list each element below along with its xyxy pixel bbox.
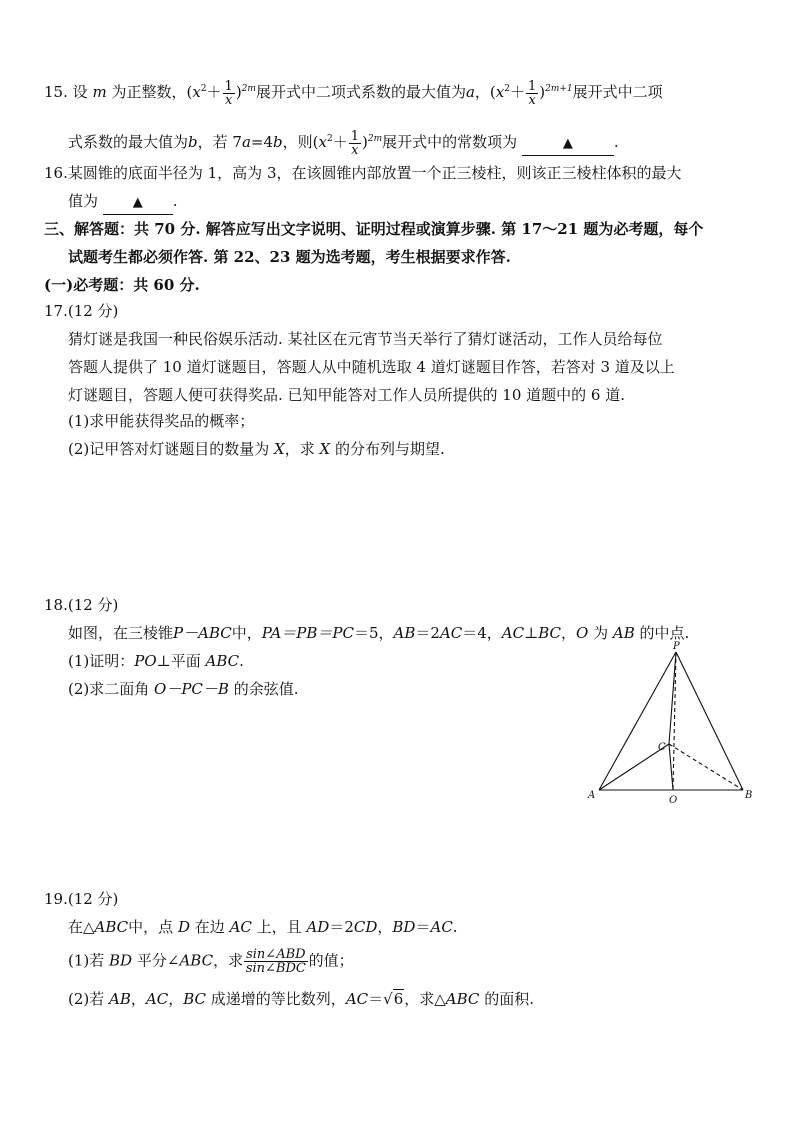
edge-pb <box>676 652 743 790</box>
q19-para <box>68 916 458 938</box>
q17-header <box>44 300 118 322</box>
math: O <box>576 624 589 642</box>
q18-text: ＝5， <box>353 624 394 642</box>
q19-text: 在边 <box>194 918 225 936</box>
q18-text: 的中点. <box>639 624 690 642</box>
q19-sub-2 <box>68 988 534 1010</box>
subsection-heading <box>44 274 200 296</box>
period: . <box>613 133 619 151</box>
q17-number: 17.(12 分) <box>44 302 119 320</box>
fraction-denominator: x <box>351 142 359 158</box>
exponent: 2m <box>367 134 383 144</box>
q19-sub-question: ， <box>130 990 146 1008</box>
q19-sub-question: 平分∠ <box>136 951 180 970</box>
period: . <box>172 192 178 210</box>
q15-text: 展开式中的常数项为 <box>382 133 518 151</box>
var-a: a <box>241 133 251 151</box>
q19-sub-question: 的值； <box>308 951 354 970</box>
q17-para-line-3 <box>68 384 625 406</box>
q18-number: 18.(12 分) <box>44 596 119 614</box>
q17-sub-question: (1)求甲能获得奖品的概率； <box>68 412 255 430</box>
q18-sub-question: (1)证明： <box>68 652 135 670</box>
math: AC <box>439 624 463 642</box>
math: AC <box>229 918 252 936</box>
q19-sub-question: 成递增的等比数列， <box>210 990 346 1008</box>
label-p: P <box>673 641 680 652</box>
math: D <box>177 918 190 936</box>
var-x: X <box>274 440 285 458</box>
var-m: m <box>92 83 107 101</box>
q19-header <box>44 888 118 910</box>
q17-sub-2 <box>68 438 445 460</box>
q19-sub-question: (2)若 <box>68 990 105 1008</box>
square-root: √6 <box>383 990 404 1008</box>
q18-sub-question: (2)求二面角 <box>68 680 150 698</box>
q18-sub-2 <box>68 678 298 700</box>
q18-text: ＝4， <box>462 624 502 642</box>
paren: ) <box>539 83 546 101</box>
var-b: b <box>188 133 198 151</box>
q19-sub-question: ＝ <box>368 990 384 1008</box>
fraction-denominator: x <box>225 92 233 108</box>
radicand: 6 <box>393 990 404 1008</box>
q18-text: 中， <box>231 624 262 642</box>
q15-line-2 <box>68 128 619 157</box>
fraction-1-over-x <box>526 80 538 107</box>
math: AB <box>393 624 416 642</box>
q15-text: 展开式中二项 <box>572 83 663 101</box>
exponent: 2m <box>241 84 256 94</box>
label-o: O <box>669 795 678 806</box>
q16-answer-blank[interactable] <box>103 190 173 215</box>
q17-text: 灯谜题目，答题人便可获得奖品. 已知甲能答对工作人员所提供的 10 道题中的 6 道. <box>68 386 626 404</box>
math: ABC <box>94 918 129 936</box>
triangle-icon: ▲ <box>562 136 573 151</box>
var-x: x <box>495 83 505 101</box>
math: AD <box>306 918 330 936</box>
q19-text: ＝ <box>415 918 431 936</box>
q16-text: 值为 <box>68 192 99 210</box>
q15-text: ，若 7 <box>197 133 242 151</box>
q19-text: ， <box>377 918 393 936</box>
math: O－PC－B <box>154 680 229 698</box>
q18-sub-question: ⊥平面 <box>156 652 201 670</box>
section-heading: 试题考生都必须作答. 第 22、23 题为选考题，考生根据要求作答. <box>68 248 511 266</box>
q19-sub-question: ， <box>168 990 184 1008</box>
q19-sub-question: 的面积. <box>484 990 534 1008</box>
q15-text: 展开式中二项式系数的最大值为 <box>255 83 466 101</box>
q18-sub-question: . <box>239 652 244 670</box>
q16-line-1 <box>44 162 682 184</box>
q15-text: ，则( <box>282 133 319 151</box>
q19-text: 中，点 <box>128 918 174 936</box>
fraction-numerator: 1 <box>527 78 537 94</box>
q19-number: 19.(12 分) <box>44 890 119 908</box>
edge-co <box>669 744 673 790</box>
math: AB <box>109 990 131 1008</box>
edge-pc <box>669 652 676 744</box>
plus-sign: ＋ <box>206 83 222 101</box>
plus-sign: ＋ <box>509 83 525 101</box>
section-heading-line-2 <box>68 246 511 268</box>
var-b: b <box>273 133 283 151</box>
plus-sign: ＋ <box>332 133 348 151</box>
exponent: 2 <box>504 84 510 94</box>
math: BC <box>183 990 207 1008</box>
sine-ratio-fraction <box>244 948 307 975</box>
q19-sub-question: ，求 <box>213 951 244 970</box>
math: AC⊥BC <box>501 624 561 642</box>
exponent: 2 <box>326 134 333 144</box>
math: BD <box>392 918 416 936</box>
fraction-1-over-x <box>223 80 235 107</box>
fraction-numerator: 1 <box>224 78 233 94</box>
math: P－ABC <box>173 624 232 642</box>
q15-text: ，( <box>474 83 496 101</box>
q15-text: 式系数的最大值为 <box>68 133 189 151</box>
math: ABC <box>205 652 240 670</box>
math: AC <box>345 990 369 1008</box>
q19-text: 上，且 <box>256 918 302 936</box>
q17-para-line-1 <box>68 328 663 350</box>
exponent: 2m+1 <box>545 84 573 94</box>
fraction-denominator: x <box>528 92 536 108</box>
q18-sub-1 <box>68 650 244 672</box>
q18-sub-question: 的余弦值. <box>233 680 299 698</box>
fraction-numerator: 1 <box>350 128 359 144</box>
q19-sub-question: ，求△ <box>404 990 446 1008</box>
q18-header <box>44 594 118 616</box>
triangle-icon: ▲ <box>132 195 143 210</box>
label-b: B <box>745 790 753 801</box>
math: BD <box>109 951 133 970</box>
math: CD <box>353 918 378 936</box>
q15-line-1 <box>44 78 663 107</box>
q18-text: ＝2 <box>415 624 440 642</box>
tetrahedron-figure <box>585 640 765 810</box>
q17-para-line-2 <box>68 356 675 378</box>
label-a: A <box>588 790 596 801</box>
subsection-title: (一)必考题：共 60 分. <box>44 276 200 294</box>
q16-line-2 <box>68 190 178 215</box>
paren: ) <box>235 83 242 101</box>
math: ABC <box>179 951 214 970</box>
q15-text: 为正整数，( <box>111 83 193 101</box>
math: PO <box>134 652 157 670</box>
q16-text: 某圆锥的底面半径为 1，高为 3，在该圆锥内部放置一个正三棱柱，则该正三棱柱体积的最大 <box>67 164 682 182</box>
q16-number: 16. <box>44 164 68 182</box>
fraction-numerator: sin∠ABD <box>246 947 306 962</box>
paren: ) <box>361 133 368 151</box>
section-heading: 三、解答题：共 70 分. 解答应写出文字说明、证明过程或演算步骤. 第 17～21 题为必考题，每个 <box>44 220 704 238</box>
math: AC <box>430 918 453 936</box>
q19-text: 在△ <box>68 918 95 936</box>
q19-sub-question: (1)若 <box>68 951 105 970</box>
math: AC <box>145 990 169 1008</box>
q17-sub-question: (2)记甲答对灯谜题目的数量为 <box>68 440 270 458</box>
q17-sub-1 <box>68 410 254 432</box>
var-a: a <box>465 83 475 101</box>
q17-text: 答题人提供了 10 道灯谜题目，答题人从中随机选取 4 道灯谜题目作答，若答对 3 道及以上 <box>68 358 675 376</box>
math: AB <box>612 624 635 642</box>
q17-sub-question: 的分布列与期望. <box>334 440 445 458</box>
q17-sub-question: ，求 <box>284 440 315 458</box>
q17-text: 猜灯谜是我国一种民俗娱乐活动. 某社区在元宵节当天举行了猜灯谜活动，工作人员给每位 <box>68 330 663 348</box>
q18-text: ， <box>561 624 577 642</box>
var-x: X <box>319 440 331 458</box>
var-x: x <box>192 83 201 101</box>
q19-text: . <box>452 918 458 936</box>
var-x: x <box>318 133 327 151</box>
section-heading-line-1 <box>44 218 703 240</box>
exponent: 2 <box>200 84 207 94</box>
q18-text: 为 <box>593 624 609 642</box>
fraction-1-over-x <box>349 130 361 157</box>
q19-text: ＝2 <box>329 918 354 936</box>
q15-answer-blank[interactable] <box>522 131 614 156</box>
q18-text: 如图，在三棱锥 <box>68 624 174 642</box>
q15-text: =4 <box>250 133 274 151</box>
edge-pa <box>599 652 676 790</box>
math: ABC <box>445 990 480 1008</box>
q15-number: 15. <box>44 83 68 101</box>
q15-text: 设 <box>72 83 88 101</box>
label-c: C <box>658 742 666 753</box>
fraction-denominator: sin∠BDC <box>245 961 306 976</box>
q19-sub-1 <box>68 948 354 975</box>
math: PA＝PB＝PC <box>261 624 354 642</box>
